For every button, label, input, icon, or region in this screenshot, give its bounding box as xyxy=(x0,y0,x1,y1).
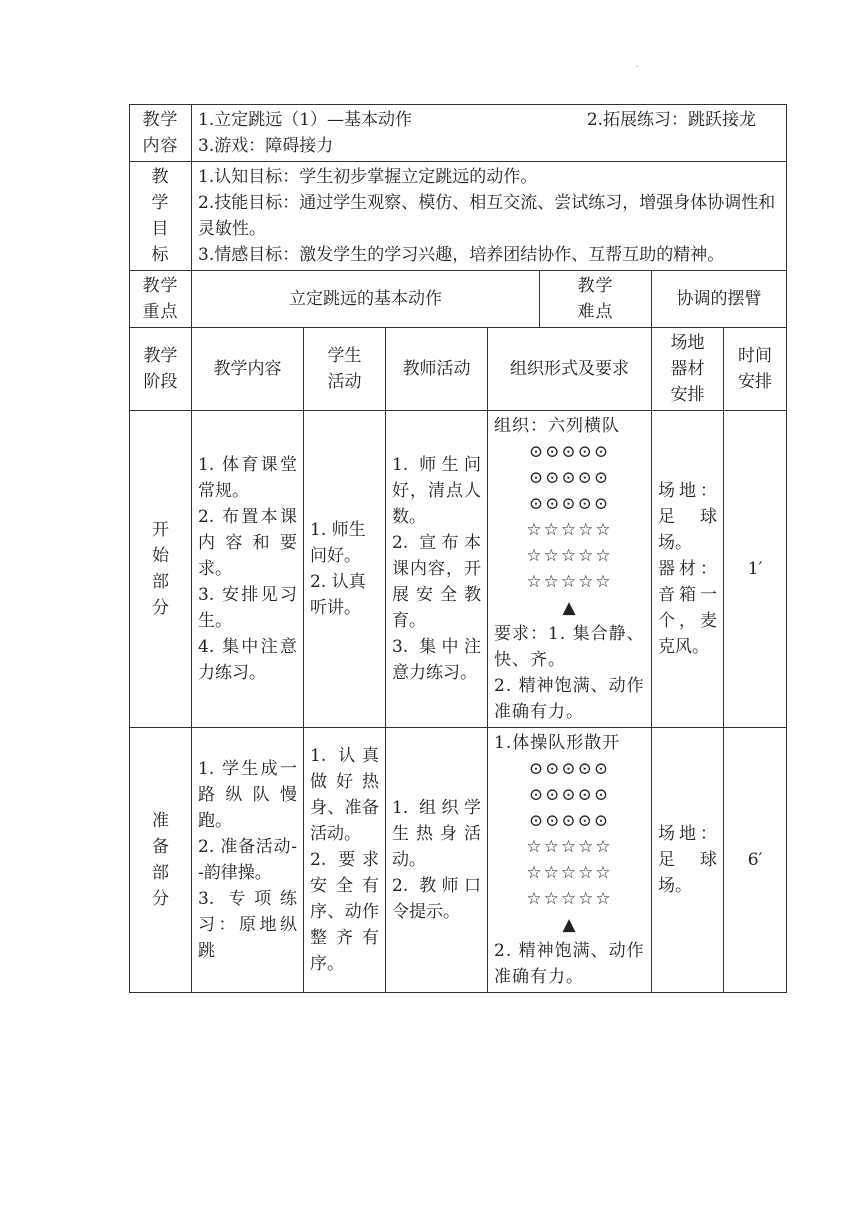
formation-row: ☆☆☆☆☆ xyxy=(526,520,613,540)
time-cell: 1′ xyxy=(724,411,787,728)
stage-cell: 准 备 部 分 xyxy=(130,728,192,993)
col-time: 时间 安排 xyxy=(724,328,787,411)
organization-cell xyxy=(488,728,652,993)
requirement: 要求：1. 集合静、快、齐。 xyxy=(494,624,645,670)
time-cell: 6′ xyxy=(724,728,787,993)
goals-label: 教 学 目 标 xyxy=(130,162,192,271)
formation-row: ☆☆☆☆☆ xyxy=(526,546,613,566)
teacher-position-icon: ▲ xyxy=(562,915,577,935)
student-cell: 1. 认真做好热身、准备活动。 2. 要求安全有序、动作整齐有序。 xyxy=(304,728,386,993)
content-cell: 1. 体育课堂常规。 2. 布置本课内容和要求。 3. 安排见习生。 4. 集中注意力练习。 xyxy=(192,411,304,728)
formation-row: ☆☆☆☆☆ xyxy=(526,889,613,909)
teacher-position-icon: ▲ xyxy=(562,598,577,618)
col-student: 学生 活动 xyxy=(304,328,386,411)
page-corner-dot: . xyxy=(636,60,639,69)
content-item-3: 3.游戏：障碍接力 xyxy=(198,136,334,156)
formation-row: ⊙⊙⊙⊙⊙ xyxy=(528,468,611,488)
difficulty-label: 教学 难点 xyxy=(540,271,652,328)
col-venue: 场地 器材 安排 xyxy=(652,328,724,411)
formation-title: 组织：六列横队 xyxy=(494,416,620,436)
content-cell: 1. 学生成一路纵队慢跑。 2. 准备活动--韵律操。 3. 专项练习：原地纵跳 xyxy=(192,728,304,993)
goals-value xyxy=(192,162,787,271)
lesson-plan-table xyxy=(129,104,787,993)
formation-row: ☆☆☆☆☆ xyxy=(526,863,613,883)
key-value: 立定跳远的基本动作 xyxy=(192,271,540,328)
formation-row: ⊙⊙⊙⊙⊙ xyxy=(528,494,611,514)
teacher-cell: 1. 组织学生热身活动。 2. 教师口令提示。 xyxy=(386,728,488,993)
goal-cognitive: 1.认知目标：学生初步掌握立定跳远的动作。 xyxy=(198,167,538,187)
col-stage: 教学 阶段 xyxy=(130,328,192,411)
stage-cell: 开 始 部 分 xyxy=(130,411,192,728)
col-organization: 组织形式及要求 xyxy=(488,328,652,411)
formation-row: ☆☆☆☆☆ xyxy=(526,572,613,592)
student-cell: 1. 师生问好。 2. 认真听讲。 xyxy=(304,411,386,728)
content-row xyxy=(130,105,787,162)
formation-row: ⊙⊙⊙⊙⊙ xyxy=(528,811,611,831)
difficulty-value: 协调的摆臂 xyxy=(652,271,787,328)
formation-title: 1.体操队形散开 xyxy=(494,733,621,753)
col-teacher: 教师活动 xyxy=(386,328,488,411)
formation-row: ⊙⊙⊙⊙⊙ xyxy=(528,785,611,805)
formation-row: ☆☆☆☆☆ xyxy=(526,837,613,857)
goal-emotion: 3.情感目标：激发学生的学习兴趣，培养团结协作、互帮互助的精神。 xyxy=(198,245,725,265)
goals-row xyxy=(130,162,787,271)
column-header-row xyxy=(130,328,787,411)
goal-skill: 2.技能目标：通过学生观察、模仿、相互交流、尝试练习，增强身体协调性和灵敏性。 xyxy=(198,193,776,239)
teacher-cell: 1. 师生问好，清点人数。 2. 宣布本课内容，开展安全教育。 3. 集中注意力练习。 xyxy=(386,411,488,728)
key-difficulty-row xyxy=(130,271,787,328)
content-item-2: 2.拓展练习：跳跃接龙 xyxy=(586,110,757,130)
col-content: 教学内容 xyxy=(192,328,304,411)
requirement: 2. 精神饱满、动作准确有力。 xyxy=(494,941,645,987)
content-value xyxy=(192,105,787,162)
content-label: 教学 内容 xyxy=(130,105,192,162)
venue-cell: 场地：足球场。 xyxy=(652,728,724,993)
venue-cell: 场地：足球场。 器材：音箱一个，麦克风。 xyxy=(652,411,724,728)
requirement: 2. 精神饱满、动作准确有力。 xyxy=(494,676,645,722)
formation-row: ⊙⊙⊙⊙⊙ xyxy=(528,442,611,462)
content-item-1: 1.立定跳远（1）—基本动作 xyxy=(198,110,413,130)
key-label: 教学 重点 xyxy=(130,271,192,328)
organization-cell xyxy=(488,411,652,728)
table-row xyxy=(130,728,787,993)
table-row xyxy=(130,411,787,728)
formation-row: ⊙⊙⊙⊙⊙ xyxy=(528,759,611,779)
